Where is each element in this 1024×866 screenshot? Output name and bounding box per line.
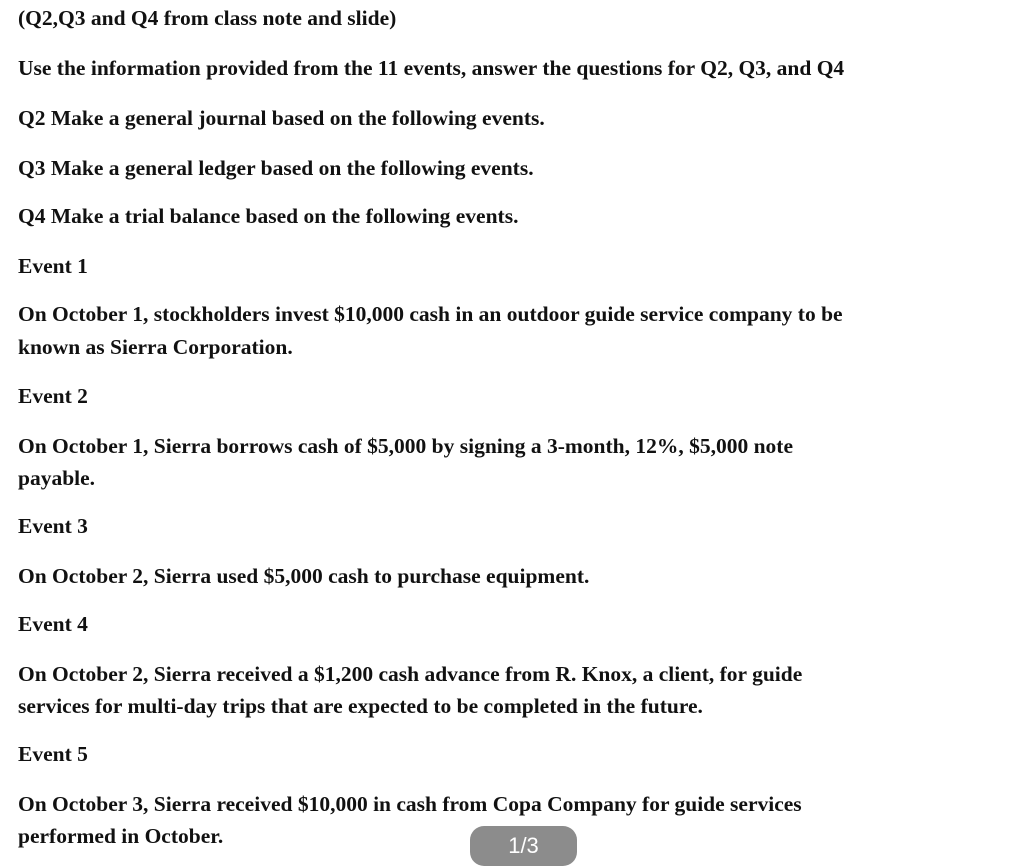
document-header: (Q2,Q3 and Q4 from class note and slide): [18, 6, 397, 30]
event-5-text-line-2: performed in October.: [18, 824, 224, 848]
event-4-title: Event 4: [18, 612, 88, 636]
event-2-text-line-1: On October 1, Sierra borrows cash of $5,000 by signing a 3-month, 12%, $5,000 note: [18, 434, 794, 458]
event-2-text-line-2: payable.: [18, 466, 96, 490]
event-1-text-line-2: known as Sierra Corporation.: [18, 335, 293, 359]
question-q4: Q4 Make a trial balance based on the following events.: [18, 204, 519, 228]
event-3-text-line-1: On October 2, Sierra used $5,000 cash to purchase equipment.: [18, 564, 590, 588]
event-4-text-line-1: On October 2, Sierra received a $1,200 cash advance from R. Knox, a client, for guide: [18, 662, 803, 686]
event-4-text-line-2: services for multi-day trips that are expected to be completed in the future.: [18, 694, 703, 718]
instruction-text: Use the information provided from the 11 events, answer the questions for Q2, Q3, and Q4: [18, 56, 845, 80]
event-2-title: Event 2: [18, 384, 88, 408]
event-5-text-line-1: On October 3, Sierra received $10,000 in cash from Copa Company for guide services: [18, 792, 802, 816]
question-q2: Q2 Make a general journal based on the following events.: [18, 106, 545, 130]
event-3-title: Event 3: [18, 514, 88, 538]
question-q3: Q3 Make a general ledger based on the following events.: [18, 156, 534, 180]
page-indicator: 1/3: [470, 826, 577, 866]
event-1-text-line-1: On October 1, stockholders invest $10,000 cash in an outdoor guide service company to be: [18, 302, 843, 326]
event-1-title: Event 1: [18, 254, 88, 278]
event-5-title: Event 5: [18, 742, 88, 766]
